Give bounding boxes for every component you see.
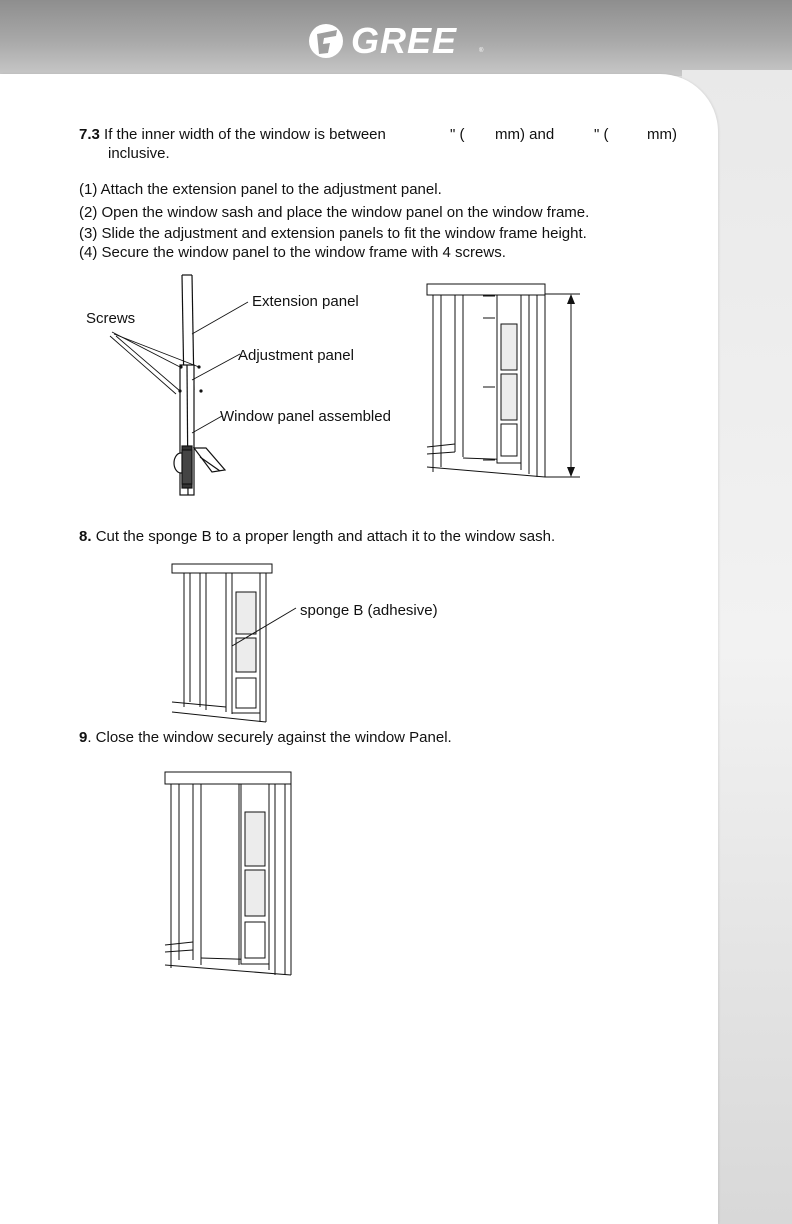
step-8-number: 8. [79, 528, 92, 545]
instruction-3: (3) Slide the adjustment and extension panels to fit the window frame height. [79, 225, 587, 242]
step-7-3-mm-and: mm) and [495, 126, 555, 143]
figure-window-frame-installed [425, 282, 585, 482]
instruction-1: (1) Attach the extension panel to the adjustment panel. [79, 181, 442, 198]
step-7-3-number: 7.3 [79, 126, 100, 143]
step-7-3-inch-1: " ( [450, 126, 465, 143]
step-7-3-line1 [79, 126, 386, 144]
step-9 [79, 729, 452, 747]
step-8-text: Cut the sponge B to a proper length and attach it to the window sash. [95, 528, 556, 545]
label-extension-panel: Extension panel [252, 293, 359, 310]
label-window-panel-assembled: Window panel assembled [220, 408, 391, 425]
label-screws: Screws [86, 310, 136, 327]
logo-text: GREE [351, 20, 458, 61]
step-9-text: . Close the window securely against the window Panel. [87, 729, 452, 746]
gree-logo-icon [307, 22, 347, 60]
figure-panel-assembly [80, 270, 420, 500]
step-7-3-text-a: If the inner width of the window is between [104, 126, 386, 143]
instruction-4: (4) Secure the window panel to the window frame with 4 screws. [79, 244, 506, 261]
step-9-number: 9 [79, 729, 88, 746]
step-8 [79, 528, 555, 546]
gree-logo [307, 22, 487, 60]
instruction-2: (2) Open the window sash and place the window panel on the window frame. [79, 204, 590, 221]
figure-window-closed [163, 770, 298, 980]
step-7-3-inch-2: " ( [594, 126, 609, 143]
logo-trademark: ® [479, 48, 484, 54]
step-7-3-mm: mm) [647, 126, 677, 143]
step-7-3-line2: inclusive. [108, 145, 170, 162]
figure-sponge-b [170, 562, 470, 730]
label-sponge-b: sponge B (adhesive) [300, 602, 438, 619]
label-adjustment-panel: Adjustment panel [238, 347, 354, 364]
